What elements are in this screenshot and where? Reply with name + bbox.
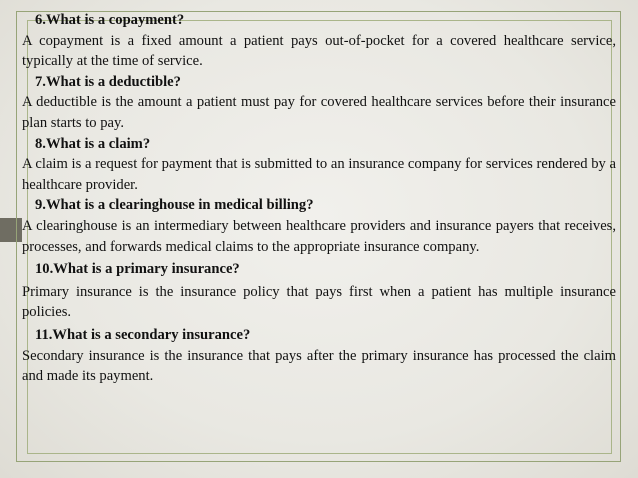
faq-content — [22, 10, 616, 387]
faq-item — [22, 325, 616, 387]
faq-answer: A clearinghouse is an intermediary between healthcare providers and insurance payers that receives, processes, and forwards medical claims to the appropriate insurance company. — [22, 217, 616, 255]
faq-answer: A claim is a request for payment that is submitted to an insurance company for services rendered by a healthcare provider. — [22, 156, 616, 193]
faq-question: 8.What is a claim? — [35, 135, 151, 152]
faq-item — [22, 72, 616, 134]
faq-item — [22, 134, 616, 196]
faq-question: 9.What is a clearinghouse in medical billing? — [35, 197, 314, 214]
faq-answer: A copayment is a fixed amount a patient pays out-of-pocket for a covered healthcare service, typically at the time of service. — [22, 32, 616, 70]
faq-item — [22, 259, 616, 323]
faq-question: 7.What is a deductible? — [35, 73, 181, 90]
faq-question: 10.What is a primary insurance? — [35, 261, 240, 278]
faq-item — [22, 195, 616, 257]
faq-answer: Secondary insurance is the insurance that pays after the primary insurance has processed the claim and made its payment. — [22, 347, 616, 385]
faq-item — [22, 10, 616, 72]
faq-answer: A deductible is the amount a patient must pay for covered healthcare services before their insurance plan starts to pay. — [22, 94, 616, 131]
faq-answer: Primary insurance is the insurance policy that pays first when a patient has multiple insurance policies. — [22, 283, 616, 321]
faq-question: 6.What is a copayment? — [35, 12, 185, 28]
faq-question: 11.What is a secondary insurance? — [35, 326, 251, 343]
